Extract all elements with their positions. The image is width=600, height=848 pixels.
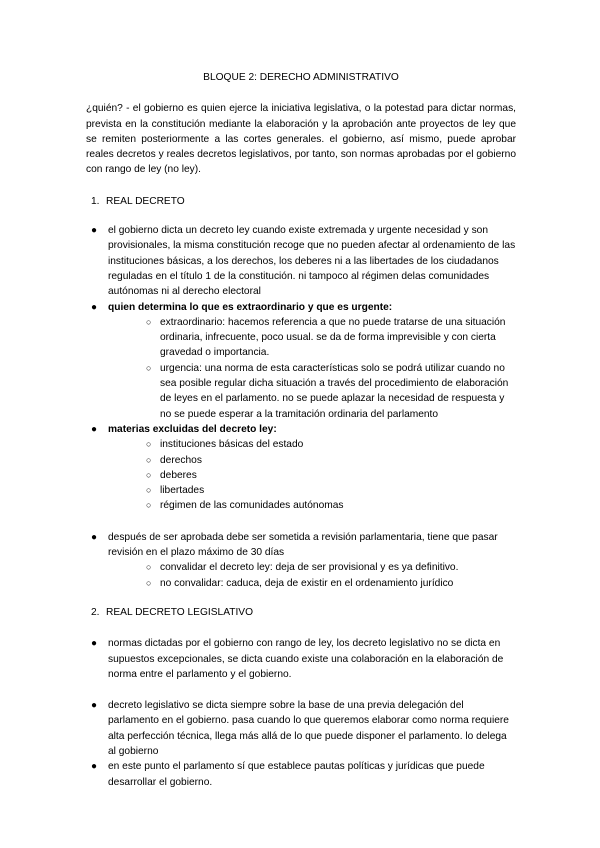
sub-list-item: ○ régimen de las comunidades autónomas <box>108 498 516 513</box>
circle-bullet-icon: ○ <box>146 469 152 480</box>
sub-list-item: ○ urgencia: una norma de esta características solo se podrá utilizar cuando no sea posible regular dicha situación a través del procedimiento de elaboración de leyes en el parlamento. no se puede aplazar la necesidad de respuesta y no se puede esperar a la tramitación ordinaria del parlamento <box>146 362 509 420</box>
circle-bullet-icon: ○ <box>146 577 152 588</box>
bullet-icon: ● <box>91 225 98 237</box>
bullet-icon: ● <box>91 301 98 313</box>
circle-bullet-icon: ○ <box>146 485 152 496</box>
section-1-list <box>86 223 516 591</box>
list-item: ● decreto legislativo se dicta siempre sobre la base de una previa delegación del parlamento en el gobierno. pasa cuando lo que queremos elaborar como norma requiere alta perfección técnica, llega más allá de lo que puede disponer el parlamento. lo delega al gobierno <box>91 700 509 757</box>
section-2-list <box>86 636 516 790</box>
list-item: ● en este punto el parlamento sí que establece pautas políticas y jurídicas que puede desarrollar el gobierno. <box>91 761 485 788</box>
sub-list-item: ○ instituciones básicas del estado <box>108 437 516 452</box>
section-heading-2 <box>86 605 516 620</box>
sub-list-item: ○ deberes <box>108 468 516 483</box>
circle-bullet-icon: ○ <box>146 362 152 373</box>
sub-list-item: ○ libertades <box>108 483 516 498</box>
document-title: BLOQUE 2: DERECHO ADMINISTRATIVO <box>203 72 399 83</box>
bullet-icon: ● <box>91 700 98 712</box>
circle-bullet-icon: ○ <box>146 562 152 573</box>
sub-list-item: ○ convalidar el decreto ley: deja de ser provisional y es ya definitivo. <box>108 560 516 575</box>
sub-list-item: ○ derechos <box>108 453 516 468</box>
section-number: 2. <box>91 606 100 618</box>
circle-bullet-icon: ○ <box>146 316 152 327</box>
bullet-icon: ● <box>91 761 98 773</box>
circle-bullet-icon: ○ <box>146 439 152 450</box>
list-item: ● materias excluidas del decreto ley: ○ instituciones básicas del estado ○ derechos ○ deberes ○ libertades ○ régimen de las comunidades autónomas <box>86 422 516 514</box>
section-number: 1. <box>91 195 100 207</box>
circle-bullet-icon: ○ <box>146 500 152 511</box>
document-page <box>86 70 516 790</box>
circle-bullet-icon: ○ <box>146 454 152 465</box>
section-title: REAL DECRETO <box>106 195 185 207</box>
bullet-icon: ● <box>91 638 98 650</box>
list-item: ● quien determina lo que es extraordinario y que es urgente: ○ extraordinario: hacemos referencia a que no puede tratarse de una situación ordinaria, infrecuente, poco usual. se da de forma imprevisible y con cierta gravedad o importancia. ○ urgencia: una norma de esta características solo se podrá utilizar cuando no sea posible regular dicha situación a través del procedimiento de elaboración de leyes en el parlamento. no se puede aplazar la necesidad de respuesta y no se puede esperar a la tramitación ordinaria del parlamento <box>86 300 516 422</box>
list-item: ● normas dictadas por el gobierno con rango de ley, los decreto legislativo no se dicta en supuestos excepcionales, se dicta cuando existe una colaboración en la elaboración de norma entre el parlamento y el gobierno. <box>91 638 504 680</box>
section-heading-1 <box>86 194 516 209</box>
sub-list-item: ○ no convalidar: caduca, deja de existir en el ordenamiento jurídico <box>108 576 516 591</box>
sub-list-item: ○ extraordinario: hacemos referencia a que no puede tratarse de una situación ordinaria, infrecuente, poco usual. se da de forma imprevisible y con cierta gravedad o importancia. <box>146 316 506 359</box>
list-item: ● el gobierno dicta un decreto ley cuando existe extremada y urgente necesidad y son provisionales, la misma constitución recoge que no pueden afectar al ordenamiento de las instituciones básicas, a los derechos, los deberes ni a las libertades de los ciudadanos reguladas en el título 1 de la constitución. ni tampoco al régimen delas comunidades autónomas ni al derecho electoral <box>91 225 516 298</box>
list-item: ● después de ser aprobada debe ser sometida a revisión parlamentaria, tiene que pasar revisión en el plazo máximo de 30 días ○ convalidar el decreto ley: deja de ser provisional y es ya definitivo. ○ no convalidar: caduca, deja de existir en el ordenamiento jurídico <box>86 530 516 591</box>
bullet-icon: ● <box>91 531 98 543</box>
intro-paragraph: ¿quién? - el gobierno es quien ejerce la iniciativa legislativa, o la potestad para dictar normas, prevista en la constitución mediante la elaboración y la aprobación ante proyectos de ley que se remiten posteriormente a las cortes generales. el gobierno, así mismo, puede aprobar reales decretos y reales decretos legislativos, por tanto, son normas aprobadas por el gobierno con rango de ley (no ley). <box>86 103 516 176</box>
bullet-icon: ● <box>91 423 98 435</box>
section-title: REAL DECRETO LEGISLATIVO <box>106 606 254 618</box>
